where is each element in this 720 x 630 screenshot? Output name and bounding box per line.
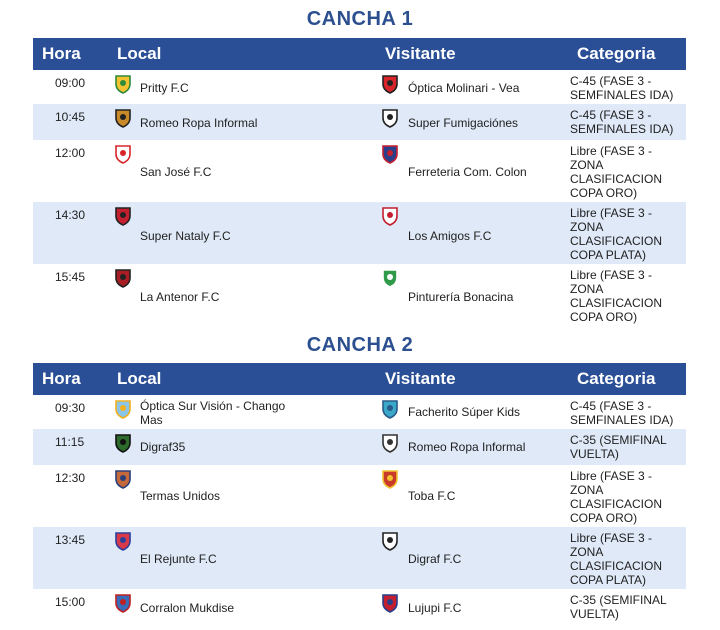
header-categoria: Categoria [577, 44, 656, 63]
match-row [33, 429, 686, 465]
match-category: C-45 (FASE 3 - SEMFINALES IDA) [570, 399, 674, 427]
match-category: C-45 (FASE 3 - SEMFINALES IDA) [570, 74, 674, 102]
team-crest-icon [380, 74, 400, 94]
match-row [33, 527, 686, 589]
visitor-team: Romeo Ropa Informal [408, 440, 526, 454]
match-time: 09:00 [55, 76, 86, 90]
match-category: Libre (FASE 3 - ZONA CLASIFICACION COPA PLATA) [570, 531, 663, 587]
visitor-team: Pinturería Bonacina [408, 290, 514, 304]
match-time: 12:00 [55, 146, 86, 160]
local-team: Termas Unidos [140, 489, 221, 503]
match-category: C-45 (FASE 3 - SEMFINALES IDA) [570, 108, 674, 136]
local-team: El Rejunte F.C [140, 552, 217, 566]
local-team: Corralon Mukdise [140, 601, 235, 615]
team-crest-icon [380, 531, 400, 551]
match-row [33, 140, 686, 202]
team-crest-icon [113, 206, 133, 226]
court-1-title: CANCHA 1 [306, 8, 414, 30]
visitor-team: Ferreteria Com. Colon [408, 165, 527, 179]
team-crest-icon [113, 268, 133, 288]
local-team: Óptica Sur Visión - Chango Mas [140, 399, 286, 427]
team-crest-icon [380, 469, 400, 489]
visitor-team: Digraf F.C [408, 552, 462, 566]
local-team: San José F.C [140, 165, 212, 179]
match-row [33, 70, 686, 104]
match-row [33, 202, 686, 264]
match-category: Libre (FASE 3 - ZONA CLASIFICACION COPA ORO) [570, 144, 663, 200]
local-team: Pritty F.C [140, 81, 189, 95]
visitor-team: Lujupi F.C [408, 601, 462, 615]
match-time: 13:45 [55, 533, 86, 547]
visitor-team: Los Amigos F.C [408, 229, 492, 243]
local-team: Super Nataly F.C [140, 229, 231, 243]
match-row [33, 589, 686, 627]
team-crest-icon [113, 144, 133, 164]
team-crest-icon [113, 74, 133, 94]
visitor-team: Facherito Súper Kids [408, 405, 521, 419]
local-team: La Antenor F.C [140, 290, 220, 304]
team-crest-icon [380, 206, 400, 226]
match-time: 12:30 [55, 471, 86, 485]
visitor-team: Óptica Molinari - Vea [408, 81, 520, 95]
visitor-team: Toba F.C [408, 489, 456, 503]
header-visitante: Visitante [385, 44, 456, 63]
header-local: Local [117, 369, 162, 388]
header-visitante: Visitante [385, 369, 456, 388]
match-row [33, 264, 686, 328]
header-hora: Hora [42, 369, 81, 388]
match-category: Libre (FASE 3 - ZONA CLASIFICACION COPA PLATA) [570, 206, 663, 262]
team-crest-icon [113, 108, 133, 128]
team-crest-icon [113, 593, 133, 613]
team-crest-icon [380, 433, 400, 453]
match-category: C-35 (SEMIFINAL VUELTA) [570, 433, 667, 461]
header-local: Local [117, 44, 162, 63]
header-categoria: Categoria [577, 369, 656, 388]
team-crest-icon [113, 399, 133, 419]
court-2-header [33, 363, 686, 395]
match-time: 14:30 [55, 208, 86, 222]
match-category: C-35 (SEMIFINAL VUELTA) [570, 593, 667, 621]
match-category: Libre (FASE 3 - ZONA CLASIFICACION COPA ORO) [570, 268, 663, 324]
visitor-team: Super Fumigaciónes [408, 116, 519, 130]
local-team: Romeo Ropa Informal [140, 116, 258, 130]
team-crest-icon [380, 108, 400, 128]
match-time: 15:00 [55, 595, 86, 609]
match-time: 10:45 [55, 110, 86, 124]
team-crest-icon [113, 531, 133, 551]
match-category: Libre (FASE 3 - ZONA CLASIFICACION COPA ORO) [570, 469, 663, 525]
team-crest-icon [380, 593, 400, 613]
match-time: 15:45 [55, 270, 86, 284]
match-time: 11:15 [55, 435, 85, 449]
team-crest-icon [113, 433, 133, 453]
match-row [33, 104, 686, 140]
match-row [33, 395, 686, 429]
header-hora: Hora [42, 44, 81, 63]
team-crest-icon [380, 399, 400, 419]
team-crest-icon [380, 268, 400, 288]
team-crest-icon [113, 469, 133, 489]
court-2-title: CANCHA 2 [306, 334, 414, 356]
court-1-header [33, 38, 686, 70]
local-team: Digraf35 [140, 440, 186, 454]
match-row [33, 465, 686, 527]
team-crest-icon [380, 144, 400, 164]
match-time: 09:30 [55, 401, 86, 415]
